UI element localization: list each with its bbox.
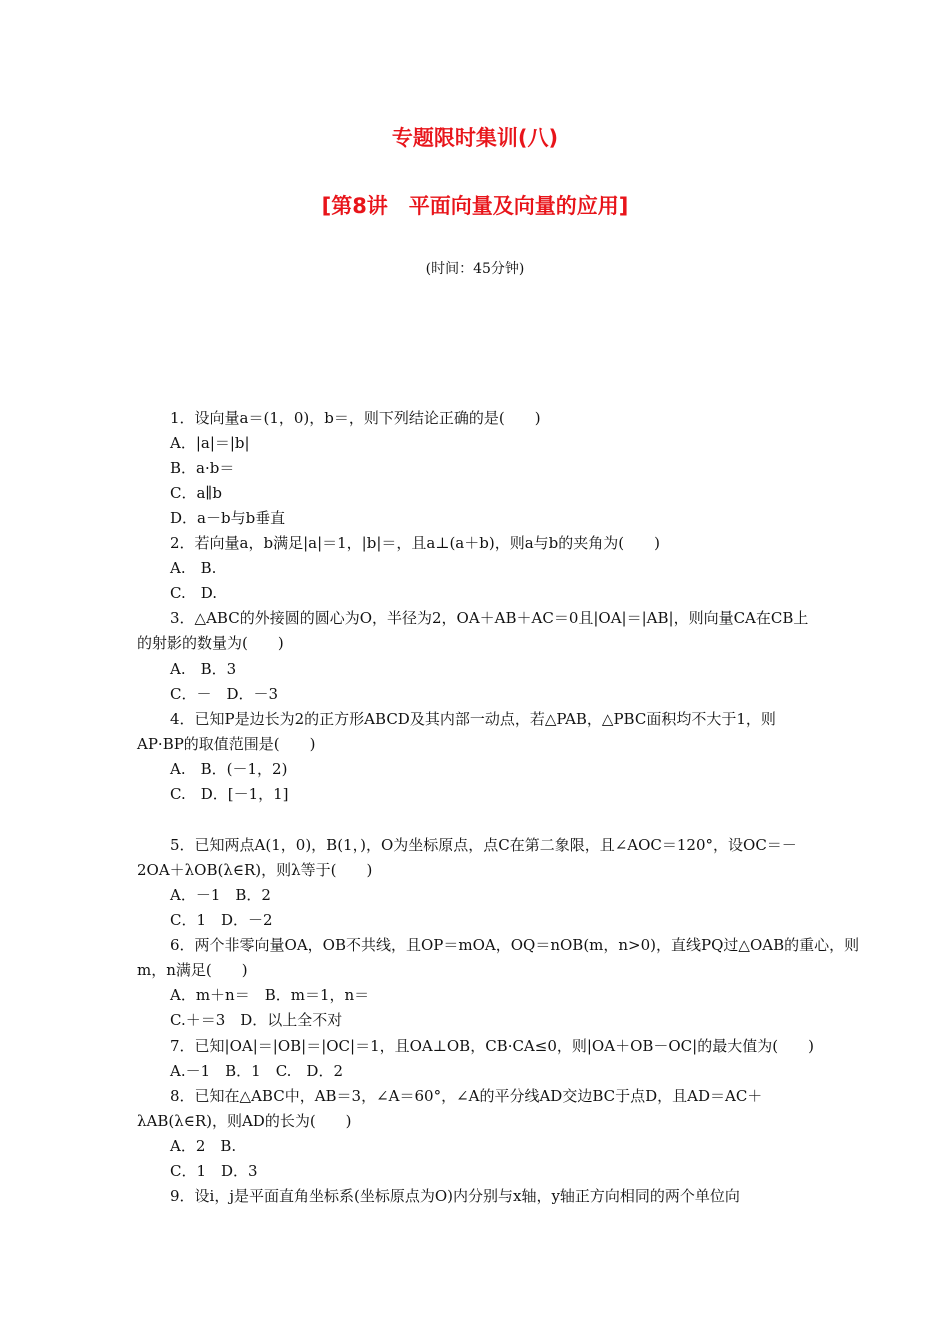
option-line: A. B.	[170, 559, 217, 577]
question-line: 4．已知P是边长为2的正方形ABCD及其内部一动点，若△PAB，△PBC面积均不大于1，则	[170, 710, 776, 728]
page-title: 专题限时集训(八)	[391, 126, 559, 150]
option-line: A．－1 B．2	[170, 886, 271, 904]
question-continuation: 2OA＋λOB(λ∈R)，则λ等于( )	[137, 861, 373, 879]
option-line: C．a∥b	[170, 484, 222, 502]
question-continuation: AP·BP的取值范围是( )	[137, 735, 316, 753]
question-line: 2．若向量a，b满足|a|＝1，|b|＝，且a⊥(a＋b)，则a与b的夹角为( )	[170, 534, 660, 552]
question-continuation: m，n满足( )	[137, 961, 248, 979]
option-line: A. B．(－1，2)	[170, 760, 288, 778]
option-line: B．a·b＝	[170, 459, 235, 477]
option-line: A．2 B.	[170, 1137, 237, 1155]
option-line: A. B．3	[170, 660, 237, 678]
option-line: C．－ D．－3	[170, 685, 279, 703]
option-line: C．1 D．－2	[170, 911, 273, 929]
question-line: 3．△ABC的外接圆的圆心为O，半径为2，OA＋AB＋AC＝0且|OA|＝|AB|，则向量CA在CB上	[170, 609, 809, 627]
option-line: C. D．[－1，1]	[170, 785, 289, 803]
lecture-subtitle: [第8讲 平面向量及向量的应用]	[321, 194, 629, 218]
option-line: A.－1 B．1 C. D．2	[170, 1062, 343, 1080]
option-line: C．1 D．3	[170, 1162, 258, 1180]
question-line: 7．已知|OA|＝|OB|＝|OC|＝1，且OA⊥OB，CB·CA≤0，则|OA＋OB－OC|的最大值为( )	[170, 1037, 814, 1055]
option-line: D．a－b与b垂直	[170, 509, 286, 527]
question-line: 6．两个非零向量OA，OB不共线，且OP＝mOA，OQ＝nOB(m，n>0)，直线PQ过△OAB的重心，则	[170, 936, 860, 954]
option-line: A．m＋n＝ B．m＝1，n＝	[170, 986, 370, 1004]
option-line: C.＋＝3 D．以上全不对	[170, 1011, 343, 1029]
question-line: 5．已知两点A(1，0)，B(1，)，O为坐标原点，点C在第二象限，且∠AOC＝120°，设OC＝－	[170, 836, 797, 854]
question-continuation: 的射影的数量为( )	[137, 634, 284, 652]
option-line: C. D.	[170, 584, 217, 602]
question-line: 9．设i，j是平面直角坐标系(坐标原点为O)内分别与x轴，y轴正方向相同的两个单位向	[170, 1187, 740, 1205]
option-line: A．|a|＝|b|	[170, 434, 250, 452]
time-limit: (时间：45分钟)	[425, 261, 525, 277]
question-continuation: λAB(λ∈R)，则AD的长为( )	[137, 1112, 352, 1130]
question-line: 1．设向量a＝(1，0)，b＝，则下列结论正确的是( )	[170, 409, 541, 427]
question-line: 8．已知在△ABC中，AB＝3，∠A＝60°，∠A的平分线AD交边BC于点D，且AD＝AC＋	[170, 1087, 763, 1105]
